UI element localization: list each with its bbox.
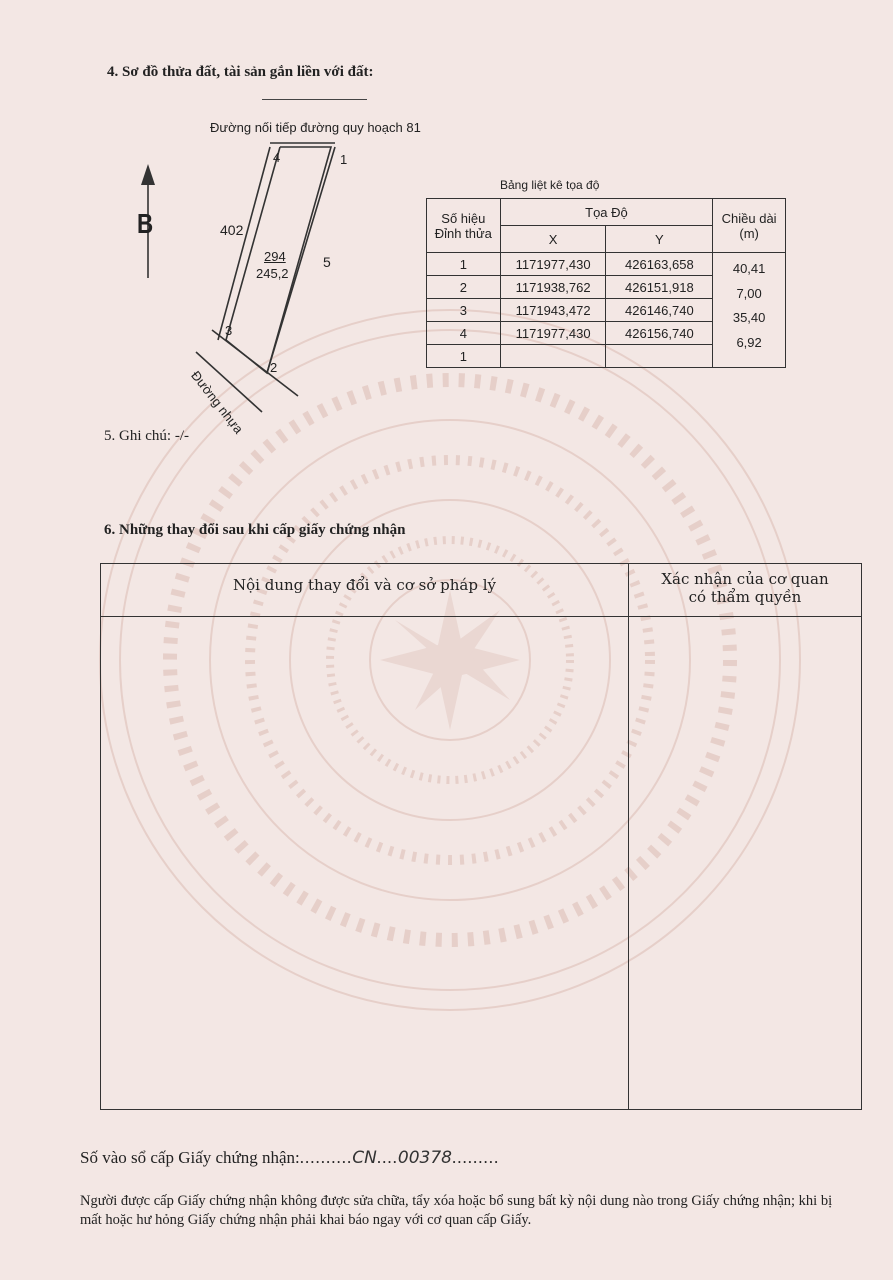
north-arrow-icon — [141, 164, 155, 185]
notice-text: Người được cấp Giấy chứng nhận không được sửa chữa, tẩy xóa hoặc bổ sung bất kỳ nội dung nào trong Giấy chứng nhận; khi bị mất hoặc hư hỏng Giấy chứng nhận phải khai báo ngay với cơ quan cấp Giấy. — [80, 1193, 833, 1228]
header-divider — [101, 616, 861, 617]
column-divider — [628, 564, 629, 1109]
header-coord: Tọa Độ — [500, 199, 713, 226]
point-1-label: 1 — [340, 152, 348, 167]
parcel-area: 245,2 — [256, 266, 289, 281]
coord-table — [426, 198, 786, 368]
section4-title: 4. Sơ đồ thửa đất, tài sản gắn liền với đất: — [107, 64, 374, 80]
coord-table-title: Bảng liệt kê tọa độ — [500, 178, 600, 192]
changes-col2-header: Xác nhận của cơ quan có thẩm quyền — [661, 570, 829, 606]
table-row: 1 1171977,430 426163,658 40,41 7,00 35,40 6,92 — [427, 253, 786, 276]
point-2-label: 2 — [270, 360, 278, 375]
road-bottom-label: Đường nhựa — [188, 368, 247, 437]
section5-title: 5. Ghi chú: -/- — [104, 428, 189, 444]
parcel-diagram — [130, 90, 450, 437]
header-x: X — [500, 226, 606, 253]
length-values: 40,41 7,00 35,40 6,92 — [713, 253, 786, 368]
registry-label: Số vào sổ cấp Giấy chứng nhận: — [80, 1148, 300, 1167]
registry-entry: Số vào sổ cấp Giấy chứng nhận:..........CN....00378......... — [80, 1148, 500, 1168]
table-row: 4 1171977,430 426156,740 — [427, 322, 786, 345]
neighbor-5-label: 5 — [323, 254, 331, 270]
table-row: 1 — [427, 345, 786, 368]
parcel-number: 294 — [264, 249, 286, 264]
point-4-label: 4 — [273, 150, 281, 165]
changes-col1-header: Nội dung thay đổi và cơ sở pháp lý — [233, 576, 496, 594]
north-label: B — [137, 208, 154, 239]
registry-number: 00378 — [397, 1148, 452, 1168]
table-row: 2 1171938,762 426151,918 — [427, 276, 786, 299]
point-3-label: 3 — [225, 323, 233, 338]
road-top-label: Đường nối tiếp đường quy hoạch 81 — [210, 120, 421, 135]
header-length: Chiều dài (m) — [713, 199, 786, 253]
table-row: 3 1171943,472 426146,740 — [427, 299, 786, 322]
neighbor-402-label: 402 — [220, 222, 244, 238]
changes-table — [100, 563, 862, 1110]
header-vertex: Số hiệu Đỉnh thửa — [427, 199, 501, 253]
header-y: Y — [606, 226, 713, 253]
registry-code-prefix: CN — [352, 1148, 377, 1168]
parcel-sketch — [130, 90, 450, 430]
section6-title: 6. Những thay đổi sau khi cấp giấy chứng nhận — [104, 522, 406, 538]
